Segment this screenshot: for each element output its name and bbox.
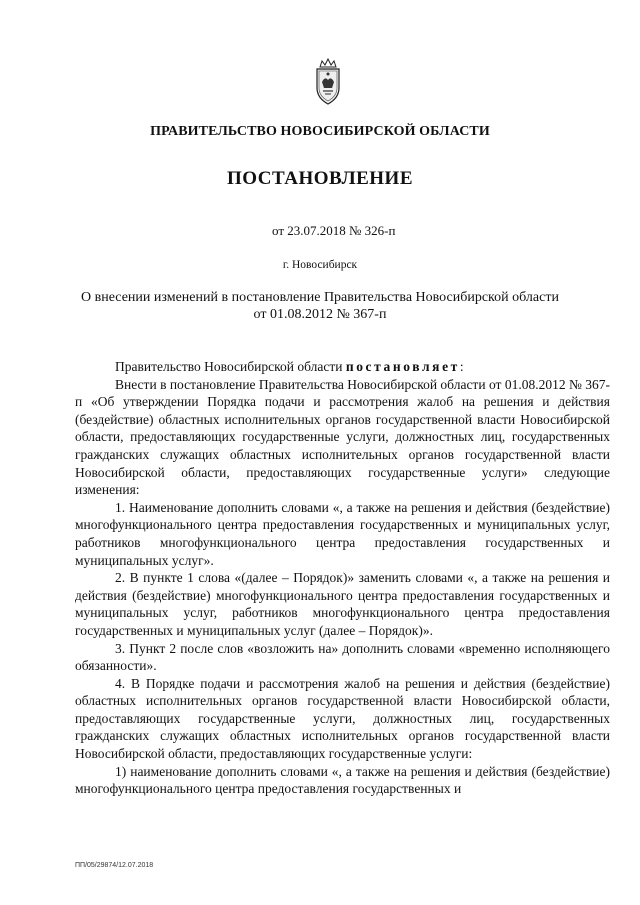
paragraph: 2. В пункте 1 слова «(далее – Порядок)» заменить словами «, а также на решения и действия (бездействие) многофункционального центра предоставления государственных и муниципальных услуг, работников многофункционального центра предоставления государственных и муниципальных услуг (далее – Порядок)». bbox=[75, 570, 610, 638]
paragraph: 4. В Порядке подачи и рассмотрения жалоб на решения и действия (бездействие) областных исполнительных органов государственной власти Новосибирской области, предоставляющих государственные услуги, должностных лиц, государственных гражданских служащих областных исполнительных органов государственной власти Новосибирской области, предоставляющих государственные услуги: bbox=[75, 675, 610, 762]
subject-line-2: от 01.08.2012 № 367-п bbox=[253, 307, 387, 322]
document-body bbox=[75, 358, 610, 798]
subject-line-1: О внесении изменений в постановление Правительства Новосибирской области bbox=[81, 290, 559, 305]
intro-subject: Правительство Новосибирской области bbox=[115, 359, 343, 374]
document-type: ПОСТАНОВЛЕНИЕ bbox=[226, 168, 414, 189]
intro-paragraph bbox=[75, 358, 610, 376]
paragraph: 1) наименование дополнить словами «, а также на решения и действия (бездействие) многофункционального центра предоставления государственных и bbox=[75, 763, 610, 797]
paragraph: 3. Пункт 2 после слов «возложить на» дополнить словами «временно исполняющего обязанности». bbox=[75, 640, 610, 674]
date-number: от 23.07.2018 № 326-п bbox=[272, 223, 396, 238]
coat-of-arms-icon bbox=[313, 58, 343, 106]
organization-title: ПРАВИТЕЛЬСТВО НОВОСИБИРСКОЙ ОБЛАСТИ bbox=[150, 124, 490, 139]
paragraph: 1. Наименование дополнить словами «, а также на решения и действия (бездействие) многофункционального центра предоставления государственных и муниципальных услуг, работников многофункционального центра предоставления государственных и муниципальных услуг». bbox=[75, 499, 610, 568]
footer-code: ПП/05/29874/12.07.2018 bbox=[75, 862, 154, 869]
intro-colon: : bbox=[459, 359, 464, 374]
paragraph: Внести в постановление Правительства Новосибирской области от 01.08.2012 № 367-п «Об утверждении Порядка подачи и рассмотрения жалоб на решения и действия (бездействие) областных исполнительных органов государственной власти Новосибирской области, предоставляющих государственные услуги, должностных лиц, государственных гражданских служащих областных исполнительных органов государственной власти Новосибирской области, предоставляющих государственные услуги» следующие изменения: bbox=[75, 376, 610, 498]
intro-verb: постановляет bbox=[345, 359, 460, 374]
city: г. Новосибирск bbox=[282, 259, 358, 271]
document-subject bbox=[0, 289, 640, 323]
